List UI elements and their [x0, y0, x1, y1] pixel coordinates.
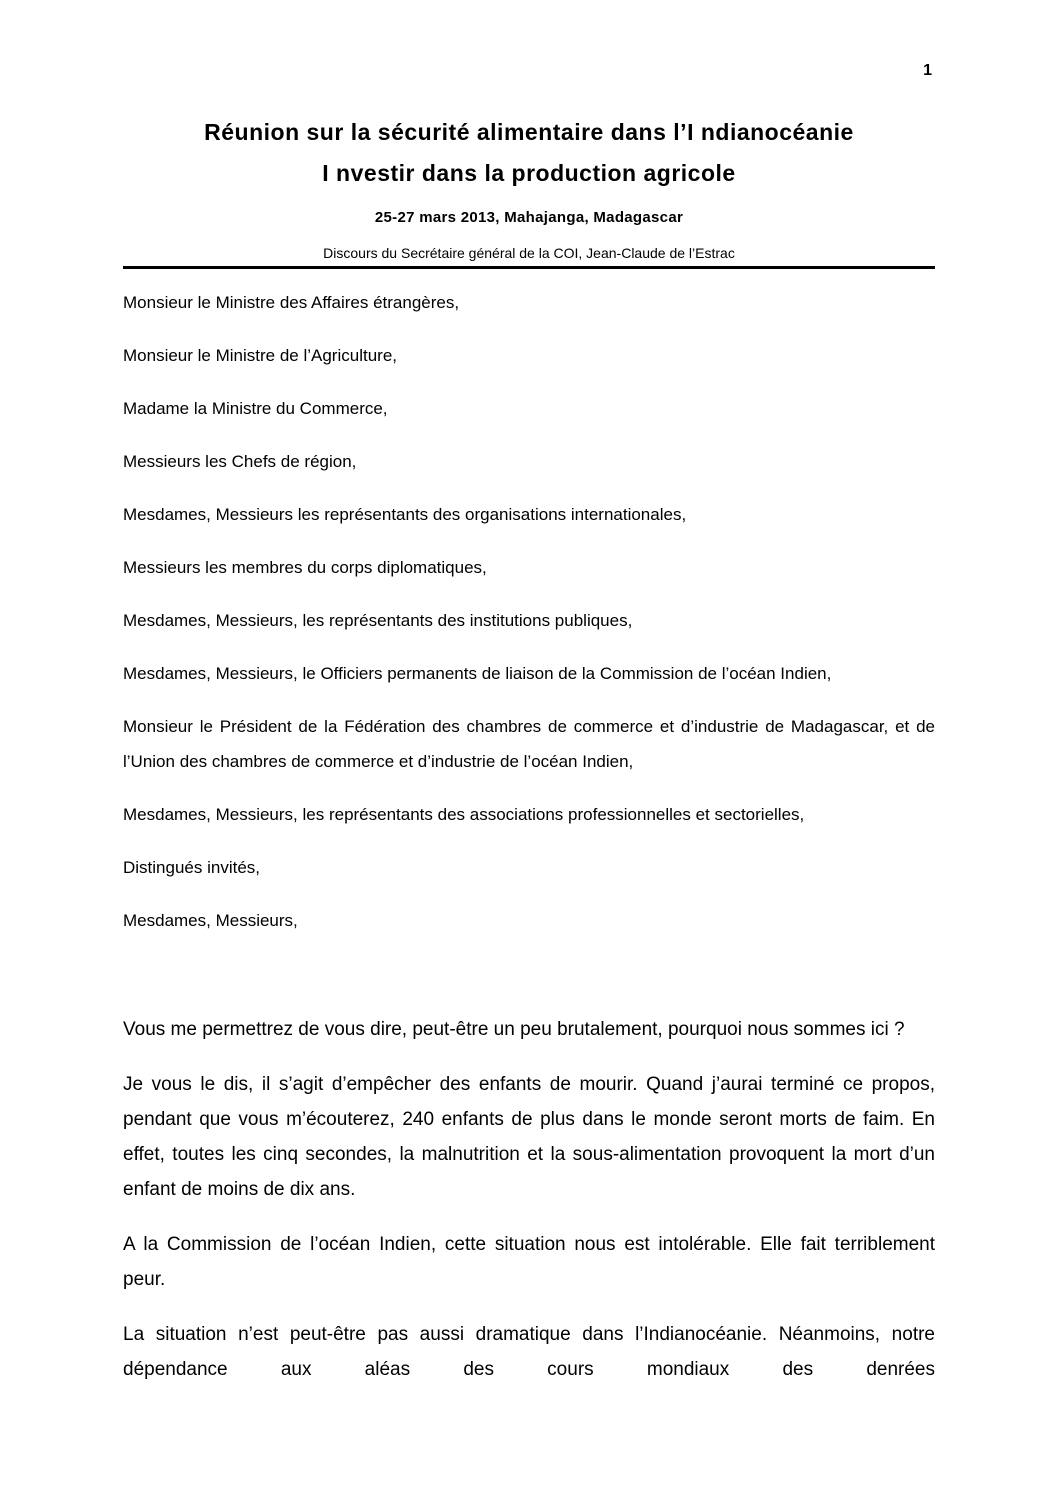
salutation-line: Monsieur le Président de la Fédération des chambres de commerce et d’industrie de Madagascar, et de l’Union des chambres de commerce et d’industrie de l’océan Indien,: [123, 717, 935, 771]
salutation-line: Monsieur le Ministre de l’Agriculture,: [123, 346, 397, 365]
body-paragraph: Je vous le dis, il s’agit d’empêcher des enfants de mourir. Quand j’aurai terminé ce propos, pendant que vous m’écouterez, 240 enfants de plus dans le monde seront morts de faim. En effet, toutes les cinq secondes, la malnutrition et la sous-alimentation provoquent la mort d’un enfant de moins de dix ans.: [123, 1074, 935, 1200]
salutation-line: Messieurs les membres du corps diplomatiques,: [123, 558, 487, 577]
document-header: [0, 0, 1058, 269]
body-paragraph: Vous me permettrez de vous dire, peut-être un peu brutalement, pourquoi nous sommes ici ?: [123, 1019, 905, 1040]
title-line-1: Réunion sur la sécurité alimentaire dans l’I ndianocéanie: [204, 119, 854, 145]
salutation-line: Mesdames, Messieurs les représentants des organisations internationales,: [123, 505, 687, 524]
salutation-line: Mesdames, Messieurs, les représentants des institutions publiques,: [123, 611, 633, 630]
header-divider-rule: [123, 266, 935, 269]
speech-body: [123, 285, 935, 1387]
speech-byline: Discours du Secrétaire général de la COI, Jean-Claude de l’Estrac: [323, 245, 735, 261]
section-spacer: [123, 956, 935, 1012]
salutation-line: Messieurs les Chefs de région,: [123, 452, 357, 471]
salutation-line: Monsieur le Ministre des Affaires étrangères,: [123, 293, 460, 312]
salutation-line: Mesdames, Messieurs, les représentants des associations professionnelles et sectorielles,: [123, 805, 805, 824]
salutation-line: Mesdames, Messieurs, le Officiers permanents de liaison de la Commission de l’océan Indien,: [123, 664, 832, 683]
body-paragraph: A la Commission de l’océan Indien, cette situation nous est intolérable. Elle fait terriblement peur.: [123, 1234, 935, 1290]
page-number: 1: [923, 62, 932, 79]
event-date-location: 25-27 mars 2013, Mahajanga, Madagascar: [374, 209, 684, 226]
salutation-line: Distingués invités,: [123, 858, 261, 877]
salutation-line: Mesdames, Messieurs,: [123, 911, 298, 930]
body-paragraph-continued: La situation n’est peut-être pas aussi dramatique dans l’Indianocéanie. Néanmoins, notre dépendance aux aléas des cours mondiaux des denrées: [123, 1324, 935, 1380]
salutation-line: Madame la Ministre du Commerce,: [123, 399, 388, 418]
title-line-2: I nvestir dans la production agricole: [322, 160, 736, 186]
document-title: [0, 112, 1058, 194]
